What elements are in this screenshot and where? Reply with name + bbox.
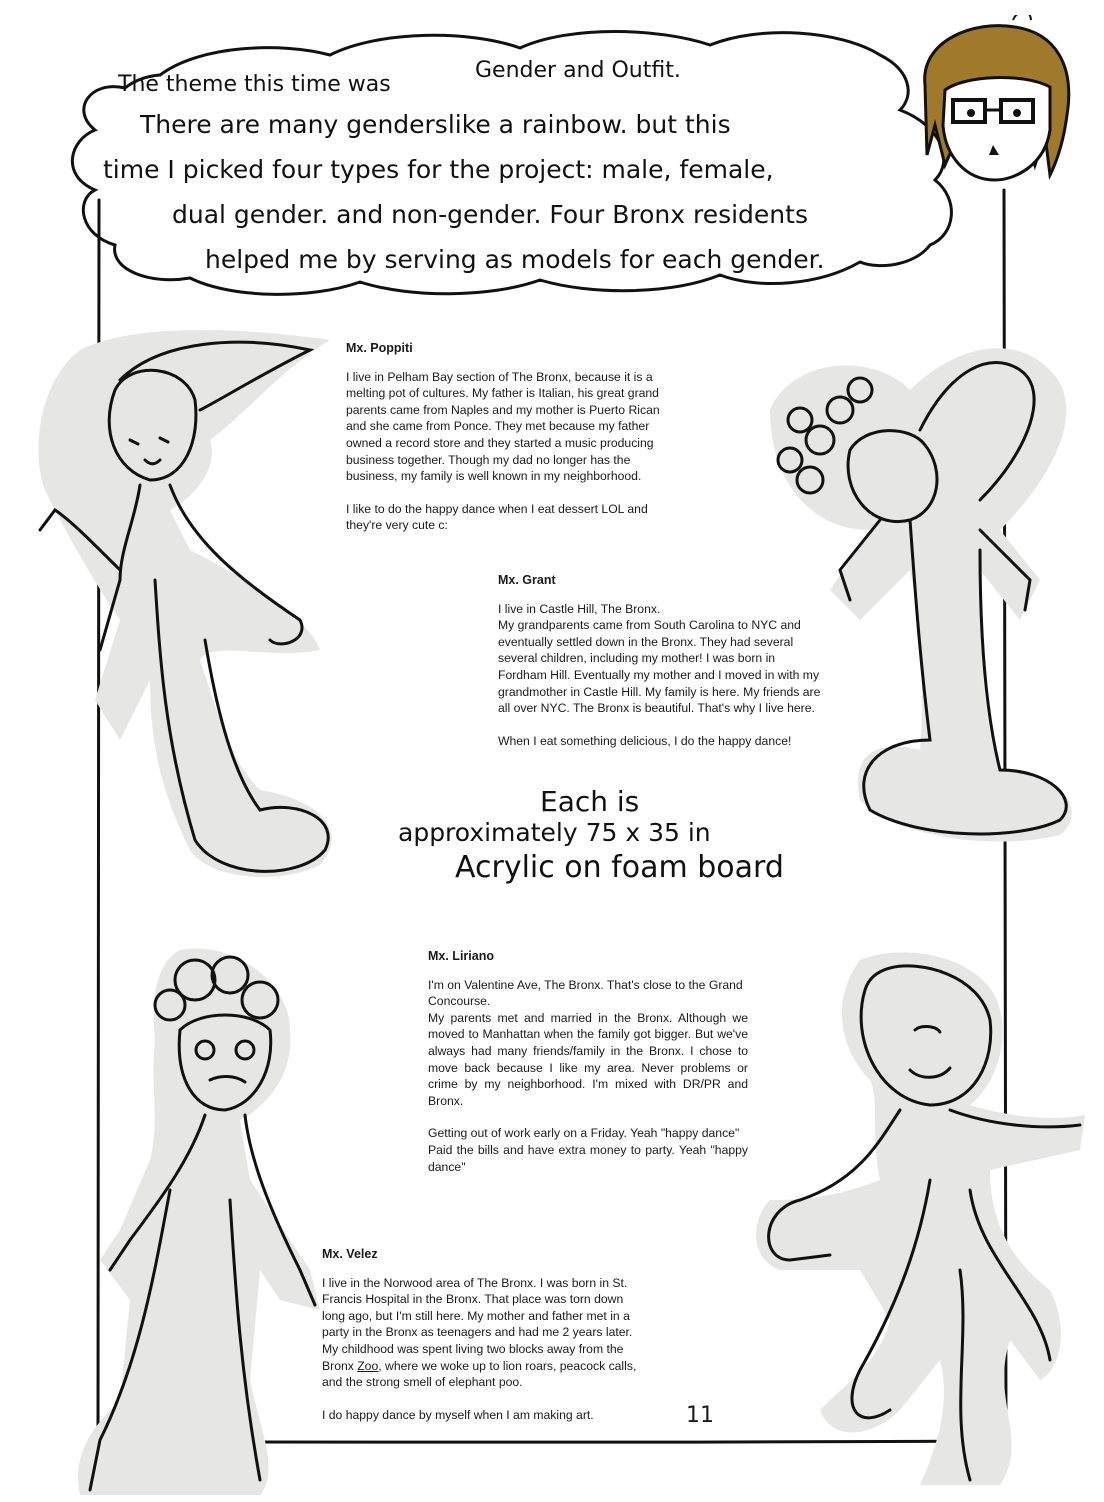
poppiti-paragraph-2: I like to do the happy dance when I eat dessert LOL and they're very cute c:	[346, 501, 648, 533]
velez-paragraph-2: I do happy dance by myself when I am making art.	[322, 1407, 594, 1422]
liriano-paragraph-4: Paid the bills and have extra money to party. Yeah "happy dance"	[428, 1142, 748, 1174]
intro-line-5: helped me by serving as models for each gender.	[205, 245, 825, 274]
liriano-name: Mx. Liriano	[428, 949, 494, 963]
liriano-paragraph-2: My parents met and married in the Bronx. Although we moved to Manhattan when the family got bigger. But we've always had many friends/family in the Bronx. I chose to move back because I like my area. Never problems or crime by my neighborhood. I'm mixed with DR/PR and Bronx.	[428, 1010, 748, 1108]
poppiti-paragraph-1: I live in Pelham Bay section of The Bronx, because it is a melting pot of cultures. My father is Italian, his great grand parents came from Naples and my mother is Puerto Rican and she came from Ponce. They met because my father owned a record store and they started a music producing business together. Though my dad no longer has the business, my family is well known in my neighborhood.	[346, 369, 660, 484]
intro-line-1b: Gender and Outfit.	[475, 58, 681, 83]
grant-paragraph-2: My grandparents came from South Carolina to NYC and eventually settled down in the Bronx. They had several several children, including my mother! I was born in Fordham Hill. Eventually my mother and I moved in with my grandmother in Castle Hill. My family is here. My friends are all over NYC. The Bronx is beautiful. That's why I live here.	[498, 618, 821, 716]
intro-line-2: There are many genderslike a rainbow. but this	[140, 110, 731, 139]
intro-line-4: dual gender. and non-gender. Four Bronx residents	[172, 200, 808, 229]
velez-paragraph-1	[322, 1275, 644, 1391]
grant-paragraph-3: When I eat something delicious, I do the happy dance!	[498, 733, 792, 748]
bronx-zoo-link-text: Zoo,	[357, 1358, 382, 1373]
intro-line-3: time I picked four types for the project: male, female,	[103, 155, 774, 184]
artist-portrait-illustration	[905, 15, 1085, 190]
liriano-dancer-figure	[740, 940, 1090, 1500]
liriano-paragraph-1: I'm on Valentine Ave, The Bronx. That's close to the Grand Concourse.	[428, 977, 743, 1009]
velez-section	[322, 1246, 644, 1423]
liriano-section	[428, 948, 748, 1175]
grant-name: Mx. Grant	[498, 573, 556, 587]
poppiti-name: Mx. Poppiti	[346, 341, 413, 355]
poppiti-section	[346, 340, 680, 534]
note-line-2: approximately 75 x 35 in	[398, 818, 711, 847]
poppiti-dancer-figure	[20, 320, 360, 890]
grant-paragraph-1: I live in Castle Hill, The Bronx.	[498, 601, 661, 616]
velez-paragraph-1-part-a: I live in the Norwood area of The Bronx. I was born in St. Francis Hospital in the Bronx. That place was torn down long ago, but I'm still here. My mother and father met in a party in the Bronx as teenagers and had me 2 years later. My childhood was spent living two blocks away from the Bronx	[322, 1275, 633, 1373]
velez-dancer-figure	[60, 940, 340, 1500]
liriano-paragraph-3: Getting out of work early on a Friday. Yeah "happy dance"	[428, 1126, 740, 1141]
velez-name: Mx. Velez	[322, 1247, 378, 1261]
note-line-3: Acrylic on foam board	[455, 850, 784, 885]
note-line-1: Each is	[540, 785, 640, 818]
velez-paragraph-1-part-c: where we woke up to lion roars, peacock calls, and the strong smell of elephant poo.	[322, 1358, 637, 1390]
intro-line-1a: The theme this time was	[118, 72, 391, 97]
page-number: 11	[686, 1403, 714, 1428]
grant-section	[498, 572, 823, 749]
